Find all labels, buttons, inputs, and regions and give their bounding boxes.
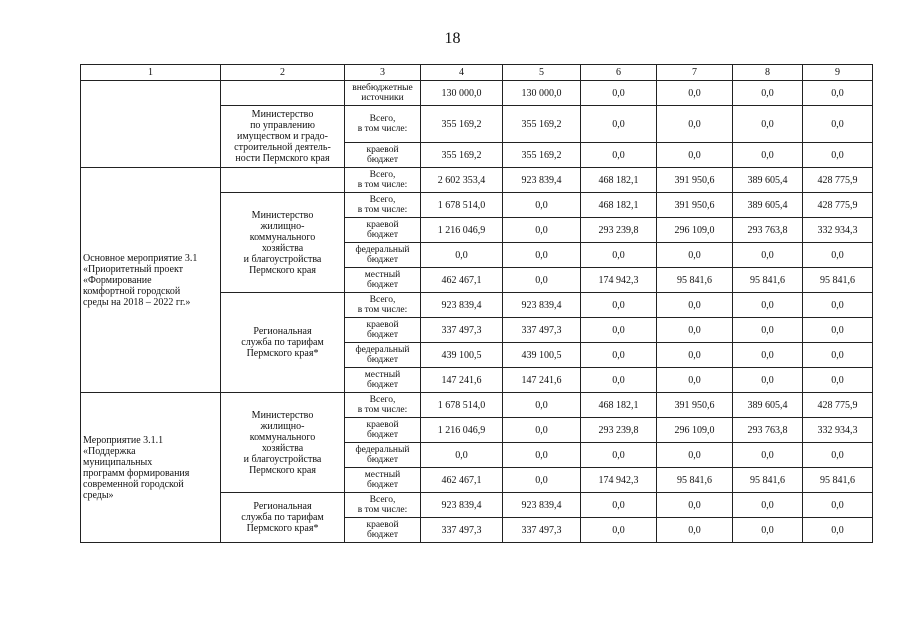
value-cell: 428 775,9 <box>803 168 873 193</box>
column-number: 1 <box>81 65 221 81</box>
funding-source: федеральный бюджет <box>345 243 421 268</box>
value-cell: 0,0 <box>803 106 873 143</box>
value-cell: 0,0 <box>657 293 733 318</box>
value-cell: 174 942,3 <box>581 268 657 293</box>
value-cell: 0,0 <box>657 318 733 343</box>
value-cell: 923 839,4 <box>503 168 581 193</box>
column-number: 4 <box>421 65 503 81</box>
column-number: 7 <box>657 65 733 81</box>
value-cell: 0,0 <box>581 443 657 468</box>
value-cell: 95 841,6 <box>803 268 873 293</box>
value-cell: 428 775,9 <box>803 393 873 418</box>
value-cell: 174 942,3 <box>581 468 657 493</box>
budget-table <box>80 64 873 543</box>
main-event-3-1: Основное мероприятие 3.1 «Приоритетный проект «Формирование комфортной городской среды на 2018 – 2022 гг.» <box>81 168 221 393</box>
value-cell: 0,0 <box>503 193 581 218</box>
value-cell: 147 241,6 <box>421 368 503 393</box>
value-cell: 0,0 <box>581 106 657 143</box>
value-cell: 0,0 <box>803 293 873 318</box>
value-cell: 0,0 <box>803 81 873 106</box>
value-cell: 0,0 <box>581 368 657 393</box>
value-cell: 0,0 <box>503 418 581 443</box>
value-cell: 0,0 <box>503 443 581 468</box>
value-cell: 0,0 <box>803 493 873 518</box>
value-cell: 293 763,8 <box>733 418 803 443</box>
value-cell: 462 467,1 <box>421 268 503 293</box>
funding-source: краевой бюджет <box>345 518 421 543</box>
value-cell: 391 950,6 <box>657 193 733 218</box>
value-cell: 0,0 <box>421 443 503 468</box>
value-cell: 1 678 514,0 <box>421 193 503 218</box>
event-3-1-1: Мероприятие 3.1.1 «Поддержка муниципальных программ формирования современной городской среды» <box>81 393 221 543</box>
value-cell: 0,0 <box>733 318 803 343</box>
event-cell-empty <box>81 81 221 168</box>
value-cell: 337 497,3 <box>503 518 581 543</box>
value-cell: 923 839,4 <box>421 493 503 518</box>
executor-tariff-service: Региональная служба по тарифам Пермского края* <box>221 293 345 393</box>
value-cell: 0,0 <box>733 443 803 468</box>
funding-source: внебюджетные источники <box>345 81 421 106</box>
value-cell: 293 239,8 <box>581 218 657 243</box>
value-cell: 293 239,8 <box>581 418 657 443</box>
value-cell: 95 841,6 <box>657 268 733 293</box>
value-cell: 337 497,3 <box>503 318 581 343</box>
value-cell: 389 605,4 <box>733 193 803 218</box>
value-cell: 439 100,5 <box>421 343 503 368</box>
funding-source: краевой бюджет <box>345 143 421 168</box>
value-cell: 296 109,0 <box>657 418 733 443</box>
value-cell: 391 950,6 <box>657 168 733 193</box>
value-cell: 0,0 <box>421 243 503 268</box>
column-number: 3 <box>345 65 421 81</box>
funding-source: Всего, в том числе: <box>345 106 421 143</box>
value-cell: 355 169,2 <box>421 143 503 168</box>
value-cell: 0,0 <box>733 518 803 543</box>
executor-cell-empty <box>221 168 345 193</box>
funding-source: Всего, в том числе: <box>345 393 421 418</box>
funding-source: краевой бюджет <box>345 318 421 343</box>
executor-tariff-service: Региональная служба по тарифам Пермского края* <box>221 493 345 543</box>
value-cell: 428 775,9 <box>803 193 873 218</box>
value-cell: 0,0 <box>803 243 873 268</box>
value-cell: 95 841,6 <box>733 468 803 493</box>
executor-housing-ministry: Министерство жилищно- коммунального хозяйства и благоустройства Пермского края <box>221 393 345 493</box>
value-cell: 0,0 <box>733 81 803 106</box>
value-cell: 0,0 <box>581 293 657 318</box>
table-row <box>81 81 873 106</box>
value-cell: 389 605,4 <box>733 168 803 193</box>
value-cell: 923 839,4 <box>503 293 581 318</box>
executor-cell-empty <box>221 81 345 106</box>
funding-source: Всего, в том числе: <box>345 193 421 218</box>
value-cell: 130 000,0 <box>421 81 503 106</box>
column-number: 5 <box>503 65 581 81</box>
column-number: 2 <box>221 65 345 81</box>
funding-source: федеральный бюджет <box>345 343 421 368</box>
value-cell: 391 950,6 <box>657 393 733 418</box>
value-cell: 0,0 <box>803 518 873 543</box>
value-cell: 0,0 <box>581 343 657 368</box>
value-cell: 337 497,3 <box>421 318 503 343</box>
value-cell: 355 169,2 <box>503 106 581 143</box>
value-cell: 0,0 <box>657 81 733 106</box>
value-cell: 0,0 <box>803 343 873 368</box>
value-cell: 0,0 <box>733 368 803 393</box>
value-cell: 0,0 <box>657 518 733 543</box>
value-cell: 0,0 <box>581 518 657 543</box>
value-cell: 0,0 <box>657 143 733 168</box>
value-cell: 0,0 <box>733 106 803 143</box>
value-cell: 0,0 <box>503 268 581 293</box>
table-row <box>81 168 873 193</box>
value-cell: 130 000,0 <box>503 81 581 106</box>
value-cell: 0,0 <box>803 368 873 393</box>
value-cell: 1 216 046,9 <box>421 218 503 243</box>
column-number: 9 <box>803 65 873 81</box>
value-cell: 0,0 <box>657 443 733 468</box>
value-cell: 147 241,6 <box>503 368 581 393</box>
column-numbers-row <box>81 65 873 81</box>
value-cell: 0,0 <box>503 218 581 243</box>
value-cell: 389 605,4 <box>733 393 803 418</box>
value-cell: 462 467,1 <box>421 468 503 493</box>
value-cell: 355 169,2 <box>421 106 503 143</box>
value-cell: 0,0 <box>733 143 803 168</box>
value-cell: 296 109,0 <box>657 218 733 243</box>
value-cell: 355 169,2 <box>503 143 581 168</box>
funding-source: краевой бюджет <box>345 418 421 443</box>
funding-source: Всего, в том числе: <box>345 493 421 518</box>
value-cell: 95 841,6 <box>803 468 873 493</box>
value-cell: 0,0 <box>803 443 873 468</box>
value-cell: 332 934,3 <box>803 418 873 443</box>
value-cell: 0,0 <box>657 106 733 143</box>
value-cell: 0,0 <box>733 493 803 518</box>
value-cell: 332 934,3 <box>803 218 873 243</box>
value-cell: 95 841,6 <box>657 468 733 493</box>
value-cell: 923 839,4 <box>503 493 581 518</box>
value-cell: 468 182,1 <box>581 393 657 418</box>
value-cell: 0,0 <box>803 143 873 168</box>
value-cell: 923 839,4 <box>421 293 503 318</box>
value-cell: 0,0 <box>657 368 733 393</box>
value-cell: 0,0 <box>503 393 581 418</box>
value-cell: 0,0 <box>733 343 803 368</box>
table-row <box>81 393 873 418</box>
value-cell: 1 678 514,0 <box>421 393 503 418</box>
value-cell: 0,0 <box>803 318 873 343</box>
value-cell: 0,0 <box>581 493 657 518</box>
funding-source: федеральный бюджет <box>345 443 421 468</box>
value-cell: 0,0 <box>657 493 733 518</box>
funding-source: краевой бюджет <box>345 218 421 243</box>
page-number: 18 <box>444 30 461 47</box>
executor-property-ministry: Министерство по управлению имуществом и градо- строительной деятель- ности Пермского края <box>221 106 345 168</box>
value-cell: 0,0 <box>581 318 657 343</box>
funding-source: местный бюджет <box>345 268 421 293</box>
value-cell: 0,0 <box>581 243 657 268</box>
column-number: 6 <box>581 65 657 81</box>
value-cell: 0,0 <box>657 343 733 368</box>
value-cell: 95 841,6 <box>733 268 803 293</box>
value-cell: 0,0 <box>581 81 657 106</box>
value-cell: 468 182,1 <box>581 193 657 218</box>
value-cell: 0,0 <box>733 243 803 268</box>
value-cell: 439 100,5 <box>503 343 581 368</box>
value-cell: 1 216 046,9 <box>421 418 503 443</box>
funding-source: местный бюджет <box>345 368 421 393</box>
funding-source: Всего, в том числе: <box>345 293 421 318</box>
value-cell: 0,0 <box>581 143 657 168</box>
value-cell: 0,0 <box>503 468 581 493</box>
value-cell: 0,0 <box>657 243 733 268</box>
funding-source: Всего, в том числе: <box>345 168 421 193</box>
value-cell: 0,0 <box>503 243 581 268</box>
funding-source: местный бюджет <box>345 468 421 493</box>
value-cell: 337 497,3 <box>421 518 503 543</box>
executor-housing-ministry: Министерство жилищно- коммунального хозяйства и благоустройства Пермского края <box>221 193 345 293</box>
value-cell: 293 763,8 <box>733 218 803 243</box>
value-cell: 468 182,1 <box>581 168 657 193</box>
value-cell: 0,0 <box>733 293 803 318</box>
value-cell: 2 602 353,4 <box>421 168 503 193</box>
column-number: 8 <box>733 65 803 81</box>
